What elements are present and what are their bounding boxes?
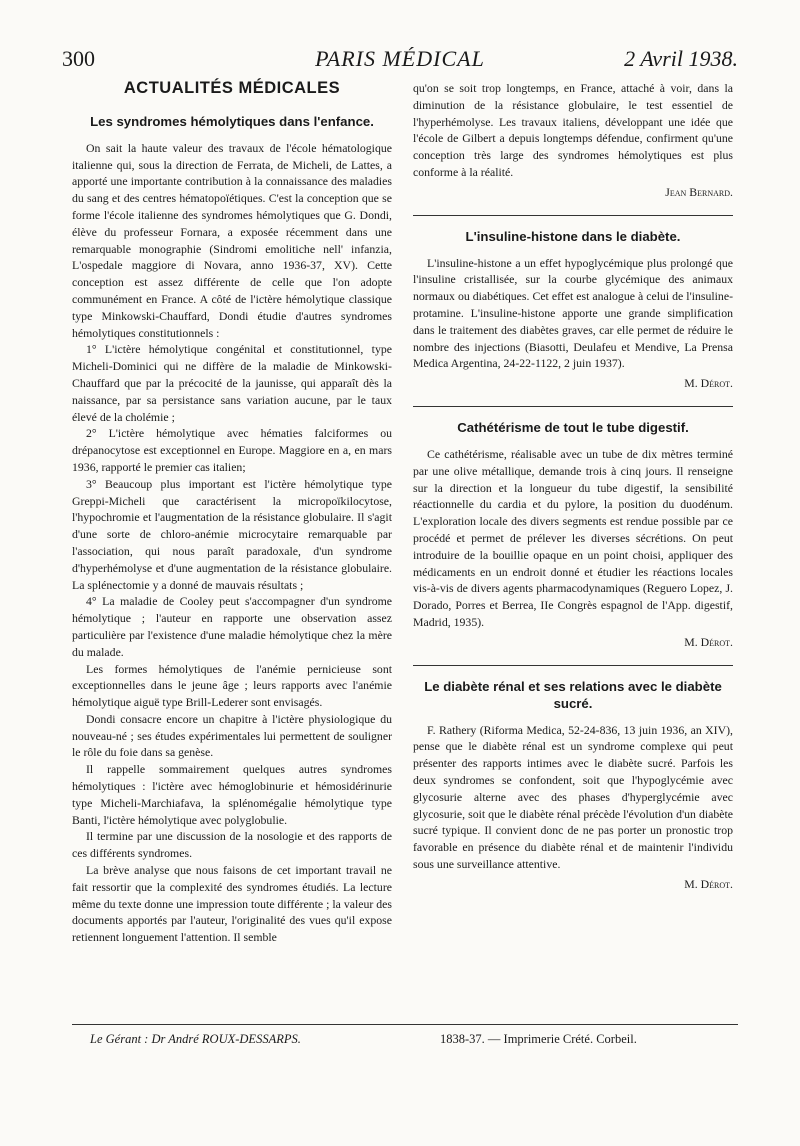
- footer-imprimerie: 1838-37. — Imprimerie Crété. Corbeil.: [440, 1032, 637, 1046]
- right-column: [413, 80, 733, 900]
- divider: [413, 665, 733, 666]
- paragraph: Dondi consacre encore un chapitre à l'ictère physiologique du nouveau-né ; ses études expérimentales lui permettent de souligner le rôle du foie dans sa genèse.: [72, 711, 392, 760]
- paragraph: 4° La maladie de Cooley peut s'accompagner d'un syndrome hémolytique ; l'auteur en rapporte une observation assez particulière par l'existence d'une maladie hémolytique chez la mère du malade.: [72, 594, 392, 659]
- paragraph: Les formes hémolytiques de l'anémie pernicieuse sont exceptionnelles dans le jeune âge ; leurs rapports avec l'anémie hémolytique aiguë type Brill-Lederer sont envisagés.: [72, 661, 392, 710]
- paragraph: Il rappelle sommairement quelques autres syndromes hémolytiques : l'ictère avec hémoglobinurie et hémosidérinurie type Micheli-Marchiafava, la splénomégalie hémolytique type Banti, l'ictère hémolytique avec polyglobulie.: [72, 762, 392, 827]
- paragraph: Il termine par une discussion de la nosologie et des rapports de ces différents syndromes.: [72, 829, 392, 861]
- author-signature: M. Dérot.: [684, 634, 733, 649]
- journal-title: PARIS MÉDICAL: [315, 46, 485, 71]
- article-title-catheterisme: Cathétérisme de tout le tube digestif.: [457, 419, 689, 435]
- paragraph: La brève analyse que nous faisons de cet important travail ne fait ressortir que la complexité des syndromes étudiés. La lecture même du texte donne une impression toute différente ; la valeur des documents apportés par l'auteur, l'originalité des vues qu'il expose retiennent longuement l'attention. Il semble: [72, 863, 392, 945]
- article-title-insuline: L'insuline-histone dans le diabète.: [465, 228, 681, 244]
- paragraph: L'insuline-histone a un effet hypoglycémique plus prolongé que l'insuline cristallisée, sur la courbe glycémique des animaux normaux ou diabétiques. Cet effet est analogue à celui de l'insuline-protamine. L'insuline-histone apporte une grande simplification dans le traitement des diabètes graves, car elle permet de réduire le nombre des injections (Biasotti, Deulafeu et Mendive, La Prensa Medica Argentina, 24-22-1122, 2 juin 1937).: [413, 255, 733, 371]
- divider: [413, 215, 733, 216]
- divider: [413, 406, 733, 407]
- article-title-diabete-renal: Le diabète rénal et ses relations avec le diabète sucré.: [424, 678, 722, 711]
- running-head: [62, 46, 738, 74]
- author-signature: M. Dérot.: [684, 376, 733, 391]
- footer-gerant: Le Gérant : Dr André ROUX-DESSARPS.: [90, 1032, 301, 1046]
- paragraph: 3° Beaucoup plus important est l'ictère hémolytique type Greppi-Micheli que caractérisent la micropoïkilocytose, l'hypochromie et l'augmentation de la résistance globulaire. Il s'agit d'une sorte de chloro-anémie microcytaire remarquable par l'association, qui nous paraît paradoxale, d'un syndrome d'hyperhémolyse et d'une augmentation de la résistance globulaire. La splénectomie y a donné de mauvais résultats ;: [72, 476, 392, 592]
- paragraph: On sait la haute valeur des travaux de l'école hématologique italienne qui, sous la direction de Ferrata, de Micheli, de Lattes, a apporté une importante contribution à la connaissance des maladies du sang et des centres hématopoïétiques. C'est la conception que se forme l'école italienne des syndromes hémolytiques que G. Dondi, élève du professeur Fornara, a exposée récemment dans une remarquable monographie (Sindromi emolitiche nell' infanzia, L'ospedale maggiore di Novara, anno 1936-37, XV). Cette conception est assez différente de celle que l'on adopte communément en France. A côté de l'ictère hémolytique classique type Minkowski-Chauffard, Dondi étudie d'autres syndromes hémolytiques constitutionnels :: [72, 140, 392, 340]
- paragraph: F. Rathery (Riforma Medica, 52-24-836, 13 juin 1936, an XIV), pense que le diabète rénal est un syndrome complexe qui peut présenter des rapports intimes avec le diabète sucré. Parfois les deux syndromes se confondent, soit que l'hypoglycémie avec glycosurie alterne avec des phases d'hyperglycémie avec glycosurie, soit que le diabète rénal précède l'évolution d'un diabète sucré typique. Il convient donc de ne pas porter un pronostic trop favorable en présence du diabète rénal et de maintenir l'individu sous une surveillance attentive.: [413, 722, 733, 871]
- paragraph: 1° L'ictère hémolytique congénital et constitutionnel, type Micheli-Dominici qui ne diffère de la maladie de Minkowski-Chauffard que par la précocité de la jaunisse, qui apparaît dès la naissance, par sa persistance sans variation aucune, par le taux élevé de la cholémie ;: [72, 342, 392, 424]
- footer-divider: [72, 1024, 738, 1025]
- author-signature: Jean Bernard.: [665, 184, 733, 199]
- section-banner: ACTUALITÉS MÉDICALES: [123, 79, 341, 97]
- issue-date: 2 Avril 1938.: [624, 46, 738, 71]
- page-number: 300: [62, 46, 95, 71]
- article-title-hemolytic: Les syndromes hémolytiques dans l'enfance.: [90, 113, 374, 129]
- paragraph: 2° L'ictère hémolytique avec hématies falciformes ou drépanocytose est exceptionnel en Europe. Maggiore en a, en mars 1936, rapporté le premier cas italien;: [72, 426, 392, 474]
- author-signature: M. Dérot.: [684, 876, 733, 891]
- paragraph: Ce cathétérisme, réalisable avec un tube de dix mètres terminé par une olive métallique, demande trois à cinq jours. Il renseigne sur la direction et la longueur du tube digestif, la sensibilité réactionnelle du cardia et du pylore, la position du duodénum. L'exploration locale des divers segments est rendue possible par ce procédé et permet de prélever les diverses sécrétions. On peut introduire de la bouillie opaque en un point choisi, appliquer des médicaments en un endroit donné et étudier les réactions locales vis-à-vis de divers agents pharmacodynamiques (Reguero Lopez, J. Dorado, Porres et Berrea, IIe Congrès espagnol de l'App. digestif, Madrid, 1935).: [413, 446, 733, 629]
- left-column: [72, 80, 392, 946]
- paragraph-continuation: qu'on se soit trop longtemps, en France, attaché à voir, dans la diminution de la résistance globulaire, le test essentiel de l'hyperhémolyse. Les travaux italiens, développant une idée que l'école de Gilbert a depuis longtemps défendue, confirment qu'une conception très large des syndromes hémolytiques est plus conforme à la réalité.: [413, 81, 733, 179]
